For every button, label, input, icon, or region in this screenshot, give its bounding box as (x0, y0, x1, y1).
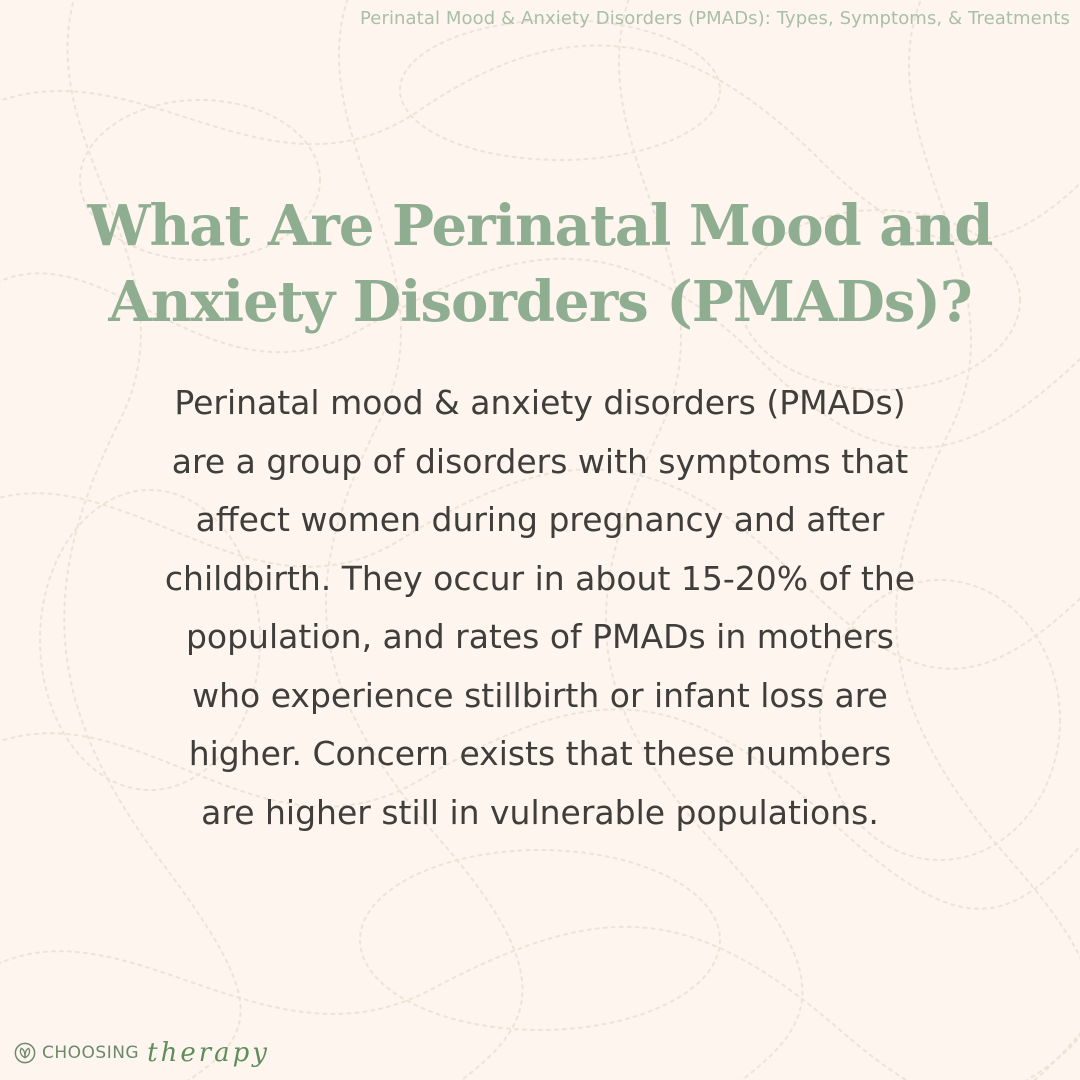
body-line: who experience stillbirth or infant loss are (192, 675, 888, 715)
choosing-therapy-logo (14, 1038, 270, 1068)
title-line-2: Anxiety Disorders (PMADs)? (108, 269, 972, 335)
body-line: are a group of disorders with symptoms that (171, 441, 909, 481)
logo-word: CHOOSING (42, 1043, 140, 1063)
leaf-icon (14, 1042, 36, 1064)
body-line: Perinatal mood & anxiety disorders (PMADs) (174, 383, 906, 422)
body-line: are higher still in vulnerable populations. (201, 792, 879, 832)
body-paragraph (110, 374, 970, 842)
title-line-1: What Are Perinatal Mood and (87, 193, 993, 259)
body-line: affect women during pregnancy and after (195, 500, 885, 539)
logo-script: therapy (147, 1038, 270, 1068)
top-caption: Perinatal Mood & Anxiety Disorders (PMADs): Types, Symptoms, & Treatments (359, 8, 1070, 29)
body-line: childbirth. They occur in about 15-20% of the (164, 558, 916, 598)
page-title (40, 188, 1040, 340)
body-line: population, and rates of PMADs in mothers (185, 617, 895, 656)
body-line: higher. Concern exists that these numbers (188, 734, 892, 773)
